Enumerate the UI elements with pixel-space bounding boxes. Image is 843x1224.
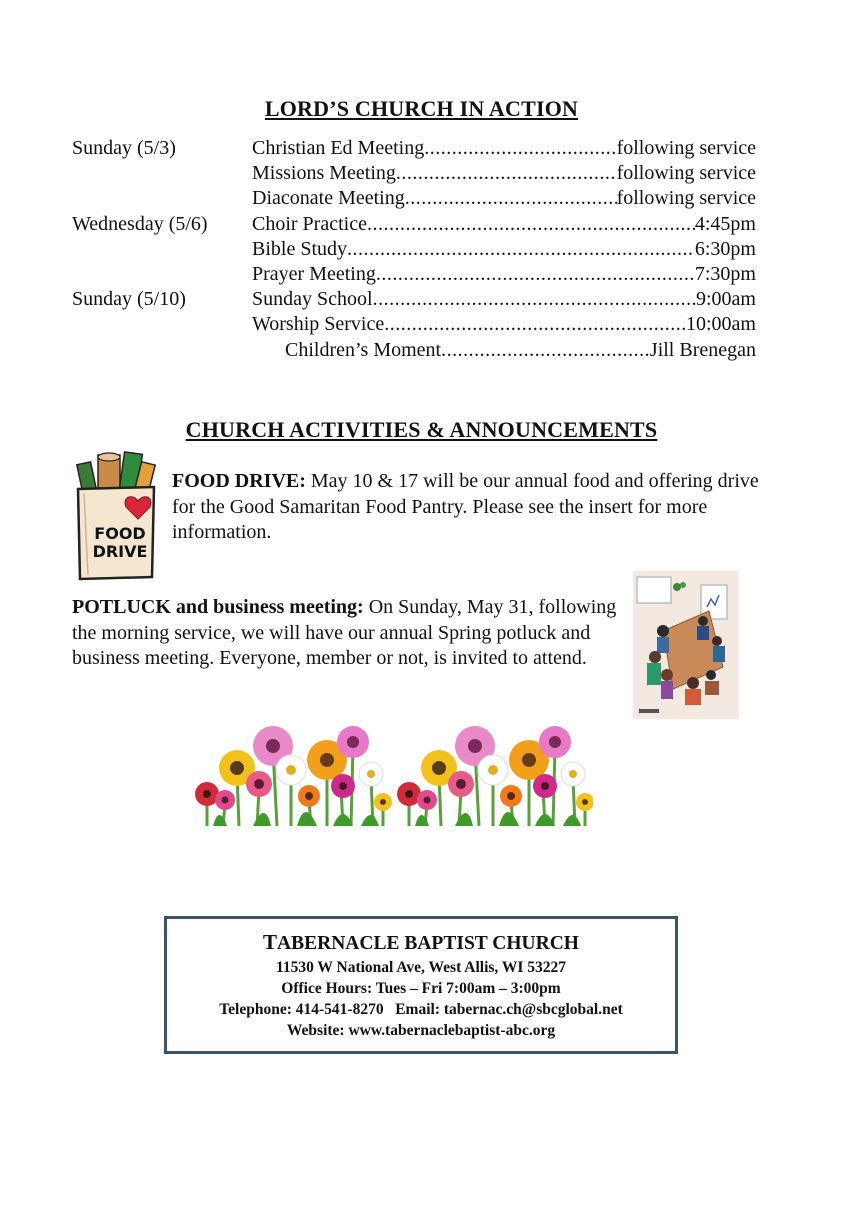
office-hours: Office Hours: Tues – Fri 7:00am – 3:00pm: [281, 980, 561, 997]
food-drive-heading: FOOD DRIVE:: [172, 470, 306, 492]
bag-label-drive: DRIVE: [92, 542, 148, 561]
schedule-title: LORD’S CHURCH IN ACTION: [264, 96, 579, 121]
schedule-row: [72, 312, 762, 337]
schedule-item: Children’s Moment: [285, 338, 442, 361]
flowers-image: [193, 704, 593, 826]
church-name-initial: T: [263, 930, 278, 954]
schedule-item: Christian Ed Meeting: [252, 137, 425, 159]
bag-label-food: FOOD: [94, 524, 146, 543]
potluck-text: On Sunday, May 31, following the morning service, we will have our annual Spring potluck and business meeting. Everyone, member or not, is invited to attend.: [72, 596, 617, 669]
schedule-row: [72, 338, 762, 363]
schedule-item: Prayer Meeting: [252, 262, 376, 285]
leader-dots: [424, 136, 616, 161]
schedule-row: [72, 237, 762, 262]
leader-dots: [384, 312, 686, 337]
schedule-time: following service: [616, 137, 756, 159]
schedule-time: 7:30pm: [694, 262, 756, 285]
schedule-time: 6:30pm: [694, 237, 756, 260]
schedule-list: [72, 136, 762, 363]
leader-dots: [373, 287, 696, 312]
schedule-row: [72, 136, 762, 161]
schedule-item: Sunday School: [252, 288, 373, 311]
potluck-heading: POTLUCK and business meeting:: [72, 596, 364, 618]
website: Website: www.tabernaclebaptist-abc.org: [286, 1022, 556, 1039]
schedule-item: Worship Service: [252, 313, 385, 336]
schedule-time: 10:00am: [686, 313, 756, 336]
food-drive-text: May 10 & 17 will be our annual food and offering drive for the Good Samaritan Food Pantry. Please see the insert for more information.: [172, 470, 759, 543]
schedule-time: following service: [616, 162, 756, 185]
schedule-row: [72, 212, 762, 237]
schedule-item: Bible Study: [252, 237, 348, 260]
leader-dots: [441, 338, 650, 363]
church-contact-box: [164, 916, 678, 1054]
food-drive-bag-image: [72, 449, 160, 585]
church-name-rest: ABERNACLE BAPTIST CHURCH: [277, 933, 579, 954]
schedule-item: Missions Meeting: [252, 162, 396, 185]
schedule-day: Sunday (5/10): [72, 288, 186, 311]
schedule-row: [72, 161, 762, 186]
schedule-time: Jill Brenegan: [649, 338, 756, 361]
schedule-day: Sunday (5/3): [72, 137, 176, 159]
announcements-title: CHURCH ACTIVITIES & ANNOUNCEMENTS: [185, 417, 658, 442]
schedule-item: Choir Practice: [252, 212, 367, 235]
schedule-time: following service: [616, 187, 756, 210]
church-name: [167, 929, 675, 957]
schedule-row: [72, 287, 762, 312]
schedule-time: 4:45pm: [694, 212, 756, 235]
leader-dots: [396, 161, 617, 186]
schedule-row: [72, 186, 762, 211]
schedule-item: Diaconate Meeting: [252, 187, 405, 210]
leader-dots: [405, 186, 617, 211]
contact-info: Telephone: 414-541-8270 Email: tabernac.ch@sbcglobal.net: [219, 1001, 623, 1018]
potluck-paragraph: [72, 595, 620, 672]
leader-dots: [367, 212, 695, 237]
meeting-table-image: [633, 571, 739, 719]
leader-dots: [376, 262, 695, 287]
schedule-row: [72, 262, 762, 287]
schedule-time: 9:00am: [696, 288, 756, 311]
leader-dots: [347, 237, 695, 262]
schedule-day: Wednesday (5/6): [72, 212, 208, 235]
food-drive-paragraph: [172, 469, 762, 546]
church-address: 11530 W National Ave, West Allis, WI 53227: [275, 959, 567, 976]
